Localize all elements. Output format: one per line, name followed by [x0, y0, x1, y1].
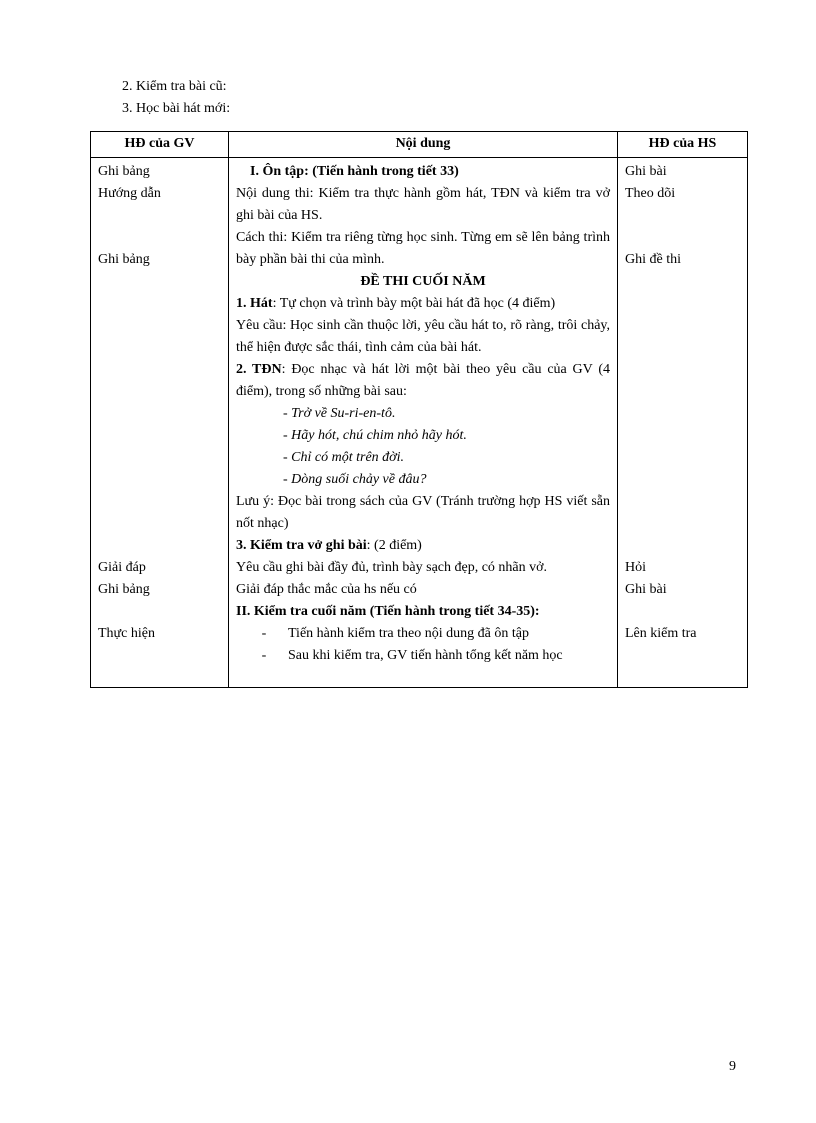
dash-marker: - [261, 626, 267, 641]
step-text: Sau khi kiểm tra, GV tiến hành tổng kết năm học [288, 648, 563, 663]
content-column [229, 158, 618, 688]
dash-marker: - [261, 648, 267, 663]
intro-line-1: 2. Kiểm tra bài cũ: [122, 79, 227, 94]
paragraph-content: Nội dung thi: Kiểm tra thực hành gồm hát, TĐN và kiểm tra vở ghi bài của HS. [236, 186, 610, 223]
header-gv: HĐ của GV [91, 132, 229, 158]
question-1-requirement: Yêu cầu: Học sinh cần thuộc lời, yêu cầu hát to, rõ ràng, trôi chảy, thể hiện được sắc thái, tình cảm của bài hát. [236, 318, 610, 355]
song-item: - Trở về Su-ri-en-tô. [283, 406, 396, 421]
question-2-text: : Đọc nhạc và hát lời một bài theo yêu cầu của GV (4 điểm), trong số những bài sau: [236, 362, 611, 399]
question-1-label: 1. Hát [236, 296, 273, 311]
question-3-text: : (2 điểm) [366, 538, 422, 553]
paragraph-method: Cách thi: Kiểm tra riêng từng học sinh. Từng em sẽ lên bảng trình bày phần bài thi của mình. [236, 230, 610, 267]
gv-item: Ghi bảng [98, 164, 150, 179]
gv-item: Ghi bảng [98, 252, 150, 267]
section-2-title: II. Kiểm tra cuối năm (Tiến hành trong tiết 34-35): [236, 604, 540, 619]
question-3 [236, 535, 610, 557]
question-3-requirement: Yêu cầu ghi bài đầy đủ, trình bày sạch đẹp, có nhãn vở. [236, 560, 548, 575]
question-1 [236, 293, 610, 315]
table-header-row [91, 132, 748, 158]
song-item: - Dòng suối chảy về đâu? [283, 472, 427, 487]
question-2 [236, 359, 610, 403]
intro-line-2: 3. Học bài hát mới: [122, 101, 231, 116]
gv-item: Giải đáp [98, 560, 146, 575]
intro-section [122, 76, 230, 120]
hs-item: Lên kiểm tra [625, 626, 697, 641]
gv-item: Hướng dẫn [98, 186, 161, 201]
page-number: 9 [729, 1059, 736, 1074]
note: Lưu ý: Đọc bài trong sách của GV (Tránh trường hợp HS viết sẵn nốt nhạc) [236, 494, 610, 531]
question-3-label: 3. Kiểm tra vở ghi bài [236, 538, 367, 553]
song-item: - Chỉ có một trên đời. [283, 450, 405, 465]
gv-column [91, 158, 229, 688]
section-1-title: I. Ôn tập: (Tiến hành trong tiết 33) [250, 164, 459, 179]
lesson-table [90, 131, 748, 688]
header-hs: HĐ của HS [618, 132, 748, 158]
hs-item: Ghi bài [625, 582, 667, 597]
hs-column [618, 158, 748, 688]
hs-item: Theo dõi [625, 186, 676, 201]
question-2-label: 2. TĐN [236, 362, 282, 377]
answer-text: Giải đáp thắc mắc của hs nếu có [236, 582, 417, 597]
gv-item: Ghi bảng [98, 582, 150, 597]
question-1-text: : Tự chọn và trình bày một bài hát đã học (4 điểm) [272, 296, 556, 311]
step-text: Tiến hành kiểm tra theo nội dung đã ôn tập [288, 626, 529, 641]
step-item [236, 623, 610, 645]
song-item: - Hãy hót, chú chim nhỏ hãy hót. [283, 428, 467, 443]
hs-item: Ghi đề thi [625, 252, 681, 267]
gv-item: Thực hiện [98, 626, 155, 641]
table-row [91, 158, 748, 688]
step-item [236, 645, 610, 667]
exam-title: ĐỀ THI CUỐI NĂM [360, 274, 486, 289]
header-content: Nội dung [229, 132, 618, 158]
hs-item: Hỏi [625, 560, 646, 575]
hs-item: Ghi bài [625, 164, 667, 179]
